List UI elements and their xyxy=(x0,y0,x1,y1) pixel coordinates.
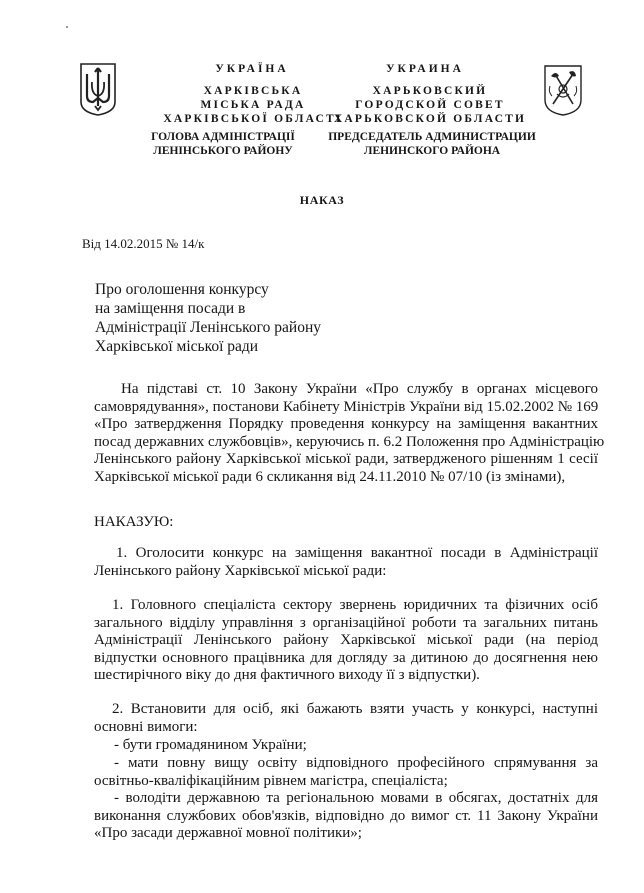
subitem-1-paragraph xyxy=(94,597,598,685)
right-role-block xyxy=(322,130,542,158)
requirement-2 xyxy=(94,755,598,790)
right-org-line: ГОРОДСКОЙ СОВЕТ xyxy=(355,99,505,111)
requirement-line: - володіти державною та регіональною мовами в обсягах, достатніх для xyxy=(114,790,598,806)
subject-line: Адміністрації Ленінського району xyxy=(95,319,321,336)
preamble-line: посад державних службовців», керуючись п. 6.2 Положення про Адміністрацію xyxy=(94,433,605,450)
subject-line: Харківської міської ради xyxy=(95,338,259,355)
preamble-line: «Про затвердження Порядку проведення конкурсу на заміщення вакантних xyxy=(94,416,598,433)
requirement-3 xyxy=(94,790,598,843)
item-1-line: Ленінського району Харківської міської ради: xyxy=(94,562,387,579)
left-role-line: ЛЕНІНСЬКОГО РАЙОНУ xyxy=(153,145,293,157)
document-title: НАКАЗ xyxy=(299,193,345,207)
requirement-line: освітньо-кваліфікаційним рівнем магістра, спеціаліста; xyxy=(94,772,448,789)
scan-speck xyxy=(66,26,68,28)
left-role-line: ГОЛОВА АДМІНІСТРАЦІЇ xyxy=(151,131,295,143)
right-org-line: ХАРЬКОВСКИЙ xyxy=(372,85,488,97)
item-2-line: 2. Встановити для осіб, які бажають взяти участь у конкурсі, наступні xyxy=(112,701,598,717)
requirement-line: - бути громадянином України; xyxy=(114,737,307,753)
preamble-line: На підставі ст. 10 Закону України «Про службу в органах місцевого xyxy=(121,381,598,397)
left-role-block xyxy=(138,130,308,158)
item-1-line: 1. Оголосити конкурс на заміщення вакантної посади в Адміністрації xyxy=(116,545,598,561)
item-2-paragraph xyxy=(94,701,598,736)
right-org-block xyxy=(330,84,530,126)
requirement-line: - мати повну вищу освіту відповідного професійного спрямування за xyxy=(114,755,598,771)
subject-line: на заміщення посади в xyxy=(95,300,246,317)
requirement-1 xyxy=(94,737,598,755)
subject-line: Про оголошення конкурсу xyxy=(95,281,269,298)
right-country-label: УКРАИНА xyxy=(386,63,464,75)
order-word: НАКАЗУЮ: xyxy=(94,514,174,530)
subitem-1-line: шестирічного віку до дня фактичного виходу її з відпустки). xyxy=(94,667,480,684)
item-1-paragraph xyxy=(94,545,598,580)
left-org-line: МІСЬКА РАДА xyxy=(200,99,306,111)
preamble-line: самоврядування», постанови Кабінету Міністрів України від 15.02.2002 № 169 xyxy=(94,398,599,415)
left-country-label: УКРАЇНА xyxy=(215,63,289,75)
left-org-line: ХАРКІВСЬКОЇ ОБЛАСТІ xyxy=(163,113,343,125)
date-number-line: Від 14.02.2015 № 14/к xyxy=(82,236,205,251)
item-2-line: основні вимоги: xyxy=(94,718,198,735)
subitem-1-line: загального відділу управління з організаційної роботи та загальних питань xyxy=(94,614,598,631)
requirement-line: «Про засади державної мовної політики»; xyxy=(94,825,362,842)
right-role-line: ЛЕНИНСКОГО РАЙОНА xyxy=(363,145,501,157)
ukraine-trident-icon xyxy=(78,62,118,116)
left-org-block xyxy=(148,84,358,126)
preamble-paragraph xyxy=(94,381,605,487)
subject-block xyxy=(95,280,321,356)
right-role-line: ПРЕДСЕДАТЕЛЬ АДМИНИСТРАЦИИ xyxy=(328,131,536,143)
subitem-1-line: відпустки основного працівника для догляду за дитиною до досягнення нею xyxy=(94,649,598,666)
subitem-1-line: 1. Головного спеціаліста сектору звернень юридичних та фізичних осіб xyxy=(112,597,598,613)
requirement-line: виконання службових обов'язків, відповідно до вимог ст. 11 Закону України xyxy=(94,807,598,824)
subitem-1-line: Адміністрації Ленінського району Харківської міської ради (на період xyxy=(94,632,598,649)
preamble-line: Харківської міської ради 6 скликання від 24.11.2010 № 07/10 (із змінами), xyxy=(94,468,566,485)
right-org-line: ХАРЬКОВСКОЙ ОБЛАСТИ xyxy=(333,113,527,125)
kharkiv-coat-of-arms-icon xyxy=(543,64,583,116)
preamble-line: Ленінського району Харківської міської ради, затвердженого рішенням 1 сесії xyxy=(94,451,598,468)
left-org-line: ХАРКІВСЬКА xyxy=(203,85,303,97)
